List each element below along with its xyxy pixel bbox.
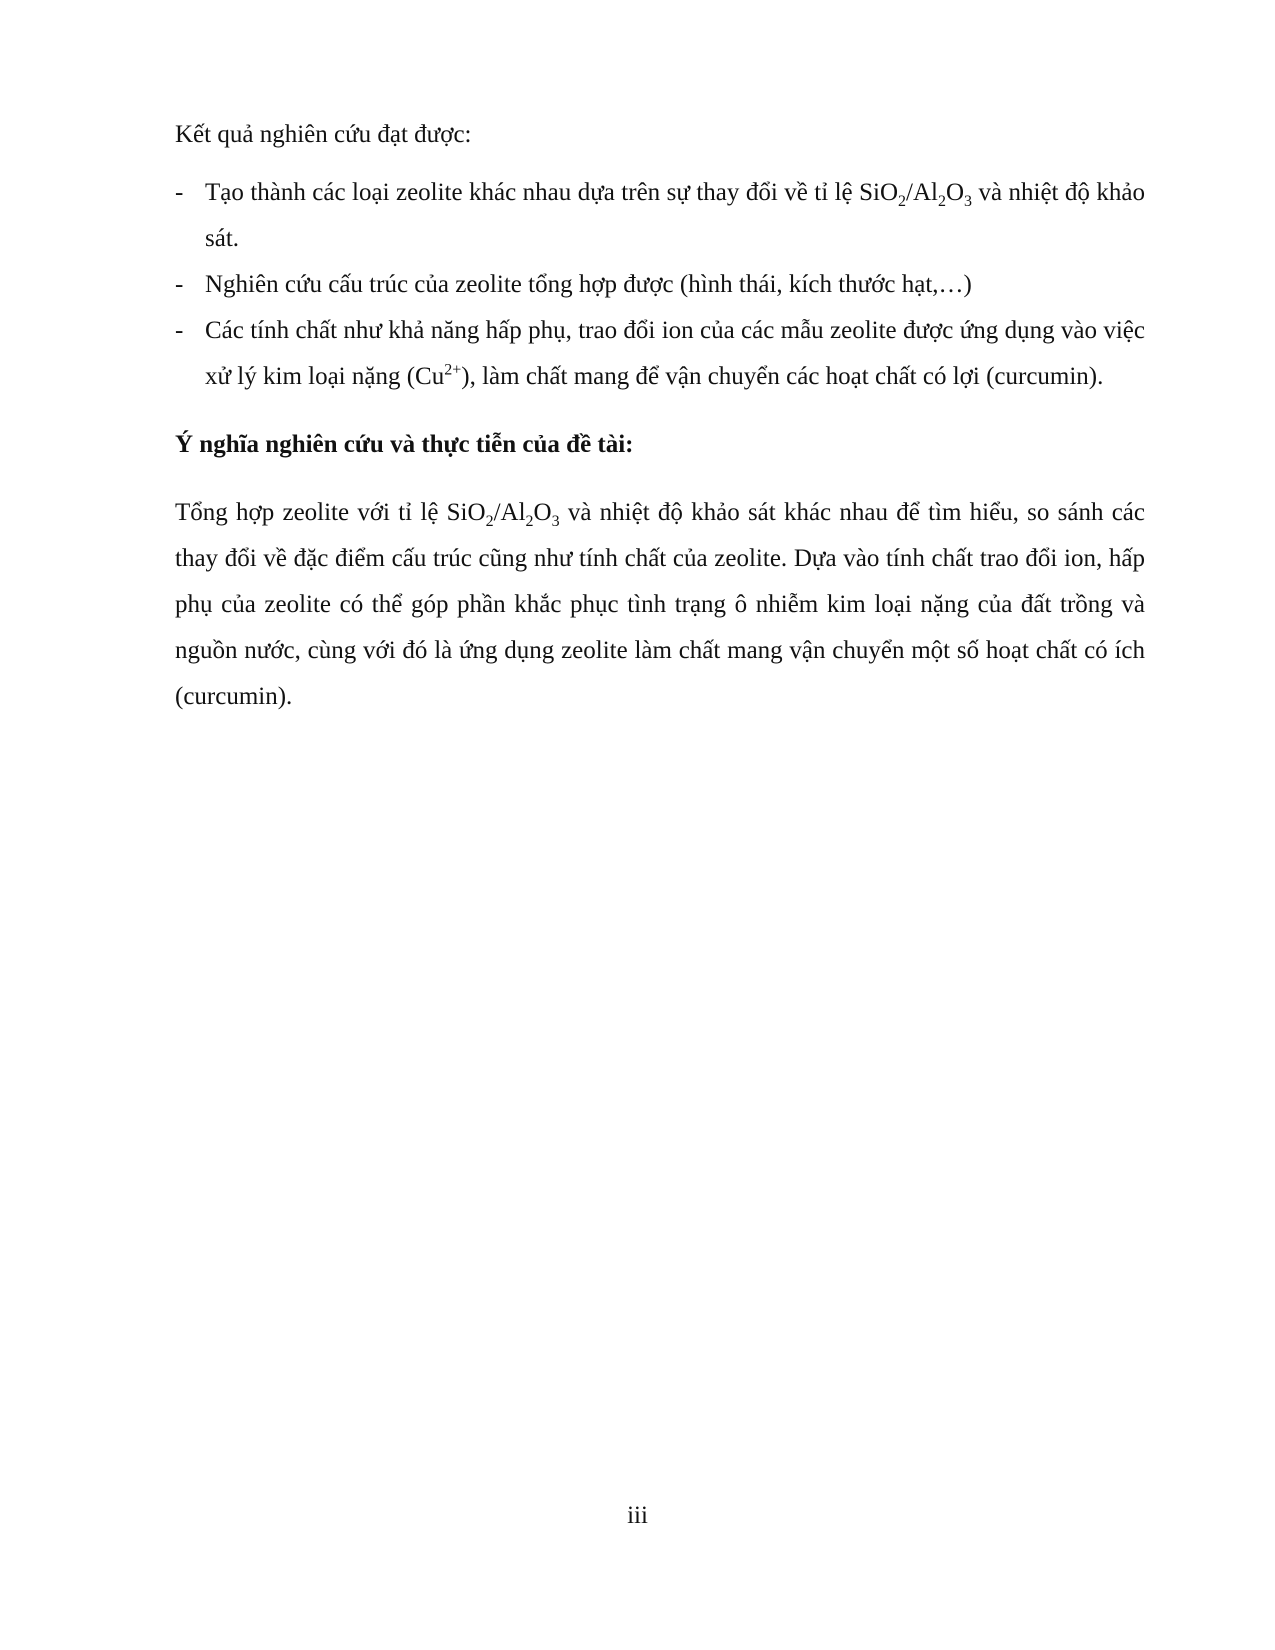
item-text: ), làm chất mang để vận chuyển các hoạt chất có lợi (curcumin).: [461, 363, 1104, 390]
page-content: [175, 112, 1145, 720]
page-number: iii: [627, 1502, 648, 1529]
subscript: 3: [964, 193, 973, 210]
paragraph-text: và nhiệt độ khảo sát khác nhau để tìm hiểu, so sánh các thay đổi về đặc điểm cấu trúc cũng như tính chất của zeolite. Dựa vào tính chất trao đổi ion, hấp phụ của zeolite có thể góp phần khắc phục tình trạng ô nhiễm kim loại nặng của đất trồng và nguồn nước, cùng với đó là ứng dụng zeolite làm chất mang vận chuyển một số hoạt chất có ích (curcumin).: [175, 499, 1145, 710]
list-dash: -: [175, 317, 184, 344]
subscript: 2: [485, 513, 494, 530]
list-dash: -: [175, 179, 184, 206]
item-text: O: [945, 179, 965, 206]
item-text: Tạo thành các loại zeolite khác nhau dựa trên sự thay đổi về tỉ lệ SiO: [205, 179, 898, 206]
results-item-structure: [175, 262, 1145, 308]
results-item-synthesis: [175, 170, 1145, 262]
subscript: 3: [551, 513, 560, 530]
results-list: [175, 170, 1145, 400]
significance-paragraph: [175, 490, 1145, 720]
results-item-properties: [175, 308, 1145, 400]
list-dash: -: [175, 271, 184, 298]
item-text: và nhiệt độ khảo sát.: [205, 179, 1145, 252]
subscript: 2: [525, 513, 534, 530]
paragraph-text: /Al: [493, 499, 526, 526]
paragraph-text: O: [533, 499, 552, 526]
paragraph-text: Tổng hợp zeolite với tỉ lệ SiO: [175, 499, 486, 526]
superscript: 2+: [444, 361, 462, 379]
section-heading: Ý nghĩa nghiên cứu và thực tiễn của đề tài:: [175, 431, 634, 458]
item-text: Nghiên cứu cấu trúc của zeolite tổng hợp được (hình thái, kích thước hạt,…): [205, 271, 972, 298]
subscript: 2: [898, 193, 906, 210]
item-text: Các tính chất như khả năng hấp phụ, trao đổi ion của các mẫu zeolite được ứng dụng vào việc xử lý kim loại nặng (Cu: [205, 317, 1145, 390]
subscript: 2: [937, 193, 946, 210]
results-intro: Kết quả nghiên cứu đạt được:: [175, 121, 472, 148]
item-text: /Al: [906, 179, 938, 206]
